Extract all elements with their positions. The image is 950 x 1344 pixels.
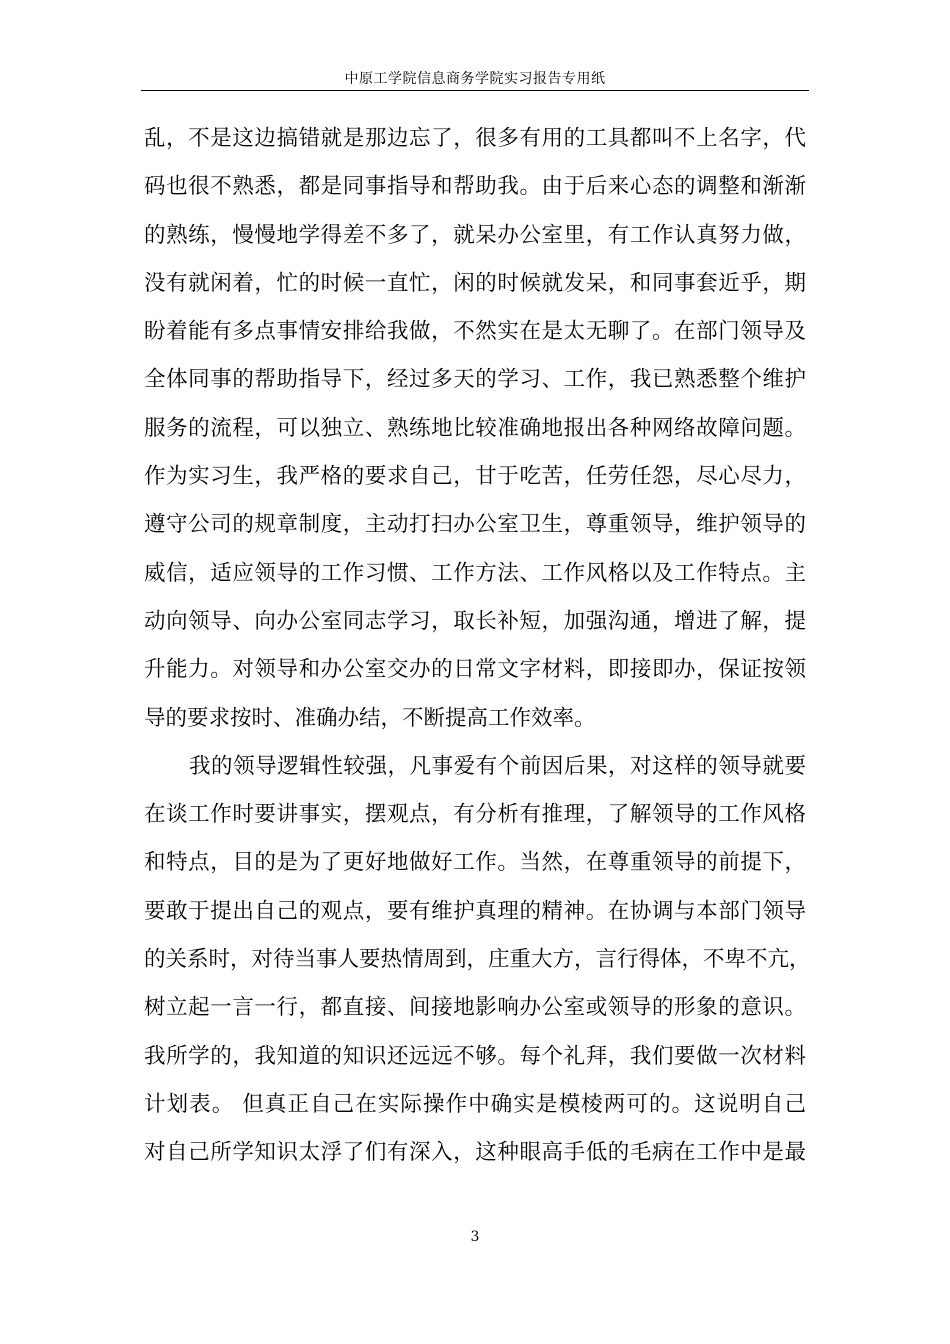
text-line: 要敢于提出自己的观点，要有维护真理的精神。在协调与本部门领导	[144, 898, 806, 924]
header-rule	[141, 90, 809, 91]
text-line: 的关系时，对待当事人要热情周到，庄重大方，言行得体，不卑不亢，	[144, 947, 811, 973]
page-number: 3	[470, 1229, 480, 1245]
text-line: 威信，适应领导的工作习惯、工作方法、工作风格以及工作特点。主	[144, 560, 806, 586]
text-line: 全体同事的帮助指导下，经过多天的学习、工作，我已熟悉整个维护	[144, 367, 806, 393]
text-line: 动向领导、向办公室同志学习，取长补短，加强沟通，增进了解，提	[144, 608, 806, 634]
text-line: 作为实习生，我严格的要求自己，甘于吃苦，任劳任怨，尽心尽力，	[144, 464, 806, 490]
text-line: 升能力。对领导和办公室交办的日常文字材料，即接即办，保证按领	[144, 657, 806, 683]
text-line: 盼着能有多点事情安排给我做，不然实在是太无聊了。在部门领导及	[144, 319, 806, 345]
text-line: 树立起一言一行，都直接、间接地影响办公室或领导的形象的意识。	[144, 995, 806, 1021]
text-line: 的熟练，慢慢地学得差不多了，就呆办公室里，有工作认真努力做，	[144, 222, 806, 248]
text-line: 服务的流程，可以独立、熟练地比较准确地报出各种网络故障问题。	[144, 415, 806, 441]
text-line: 导的要求按时、准确办结，不断提高工作效率。	[144, 705, 596, 731]
paragraph-first-line: 我的领导逻辑性较强，凡事爱有个前因后果，对这样的领导就要	[189, 753, 806, 779]
text-line: 对自己所学知识太浮了们有深入，这种眼高手低的毛病在工作中是最	[144, 1140, 806, 1166]
text-line: 和特点，目的是为了更好地做好工作。当然，在尊重领导的前提下，	[144, 850, 806, 876]
text-line: 乱，不是这边搞错就是那边忘了，很多有用的工具都叫不上名字，代	[144, 126, 806, 151]
body-text	[144, 115, 811, 1178]
text-line: 没有就闲着，忙的时候一直忙，闲的时候就发呆，和同事套近乎，期	[144, 270, 806, 296]
text-line: 在谈工作时要讲事实，摆观点，有分析有推理，了解领导的工作风格	[144, 802, 806, 828]
text-line: 计划表。 但真正自己在实际操作中确实是模棱两可的。这说明自己	[144, 1091, 806, 1117]
page-header: 中原工学院信息商务学院实习报告专用纸	[344, 71, 606, 87]
text-line: 码也很不熟悉，都是同事指导和帮助我。由于后来心态的调整和渐渐	[144, 174, 806, 200]
text-line: 我所学的，我知道的知识还远远不够。每个礼拜，我们要做一次材料	[144, 1043, 806, 1069]
text-line: 遵守公司的规章制度，主动打扫办公室卫生，尊重领导，维护领导的	[144, 512, 806, 538]
